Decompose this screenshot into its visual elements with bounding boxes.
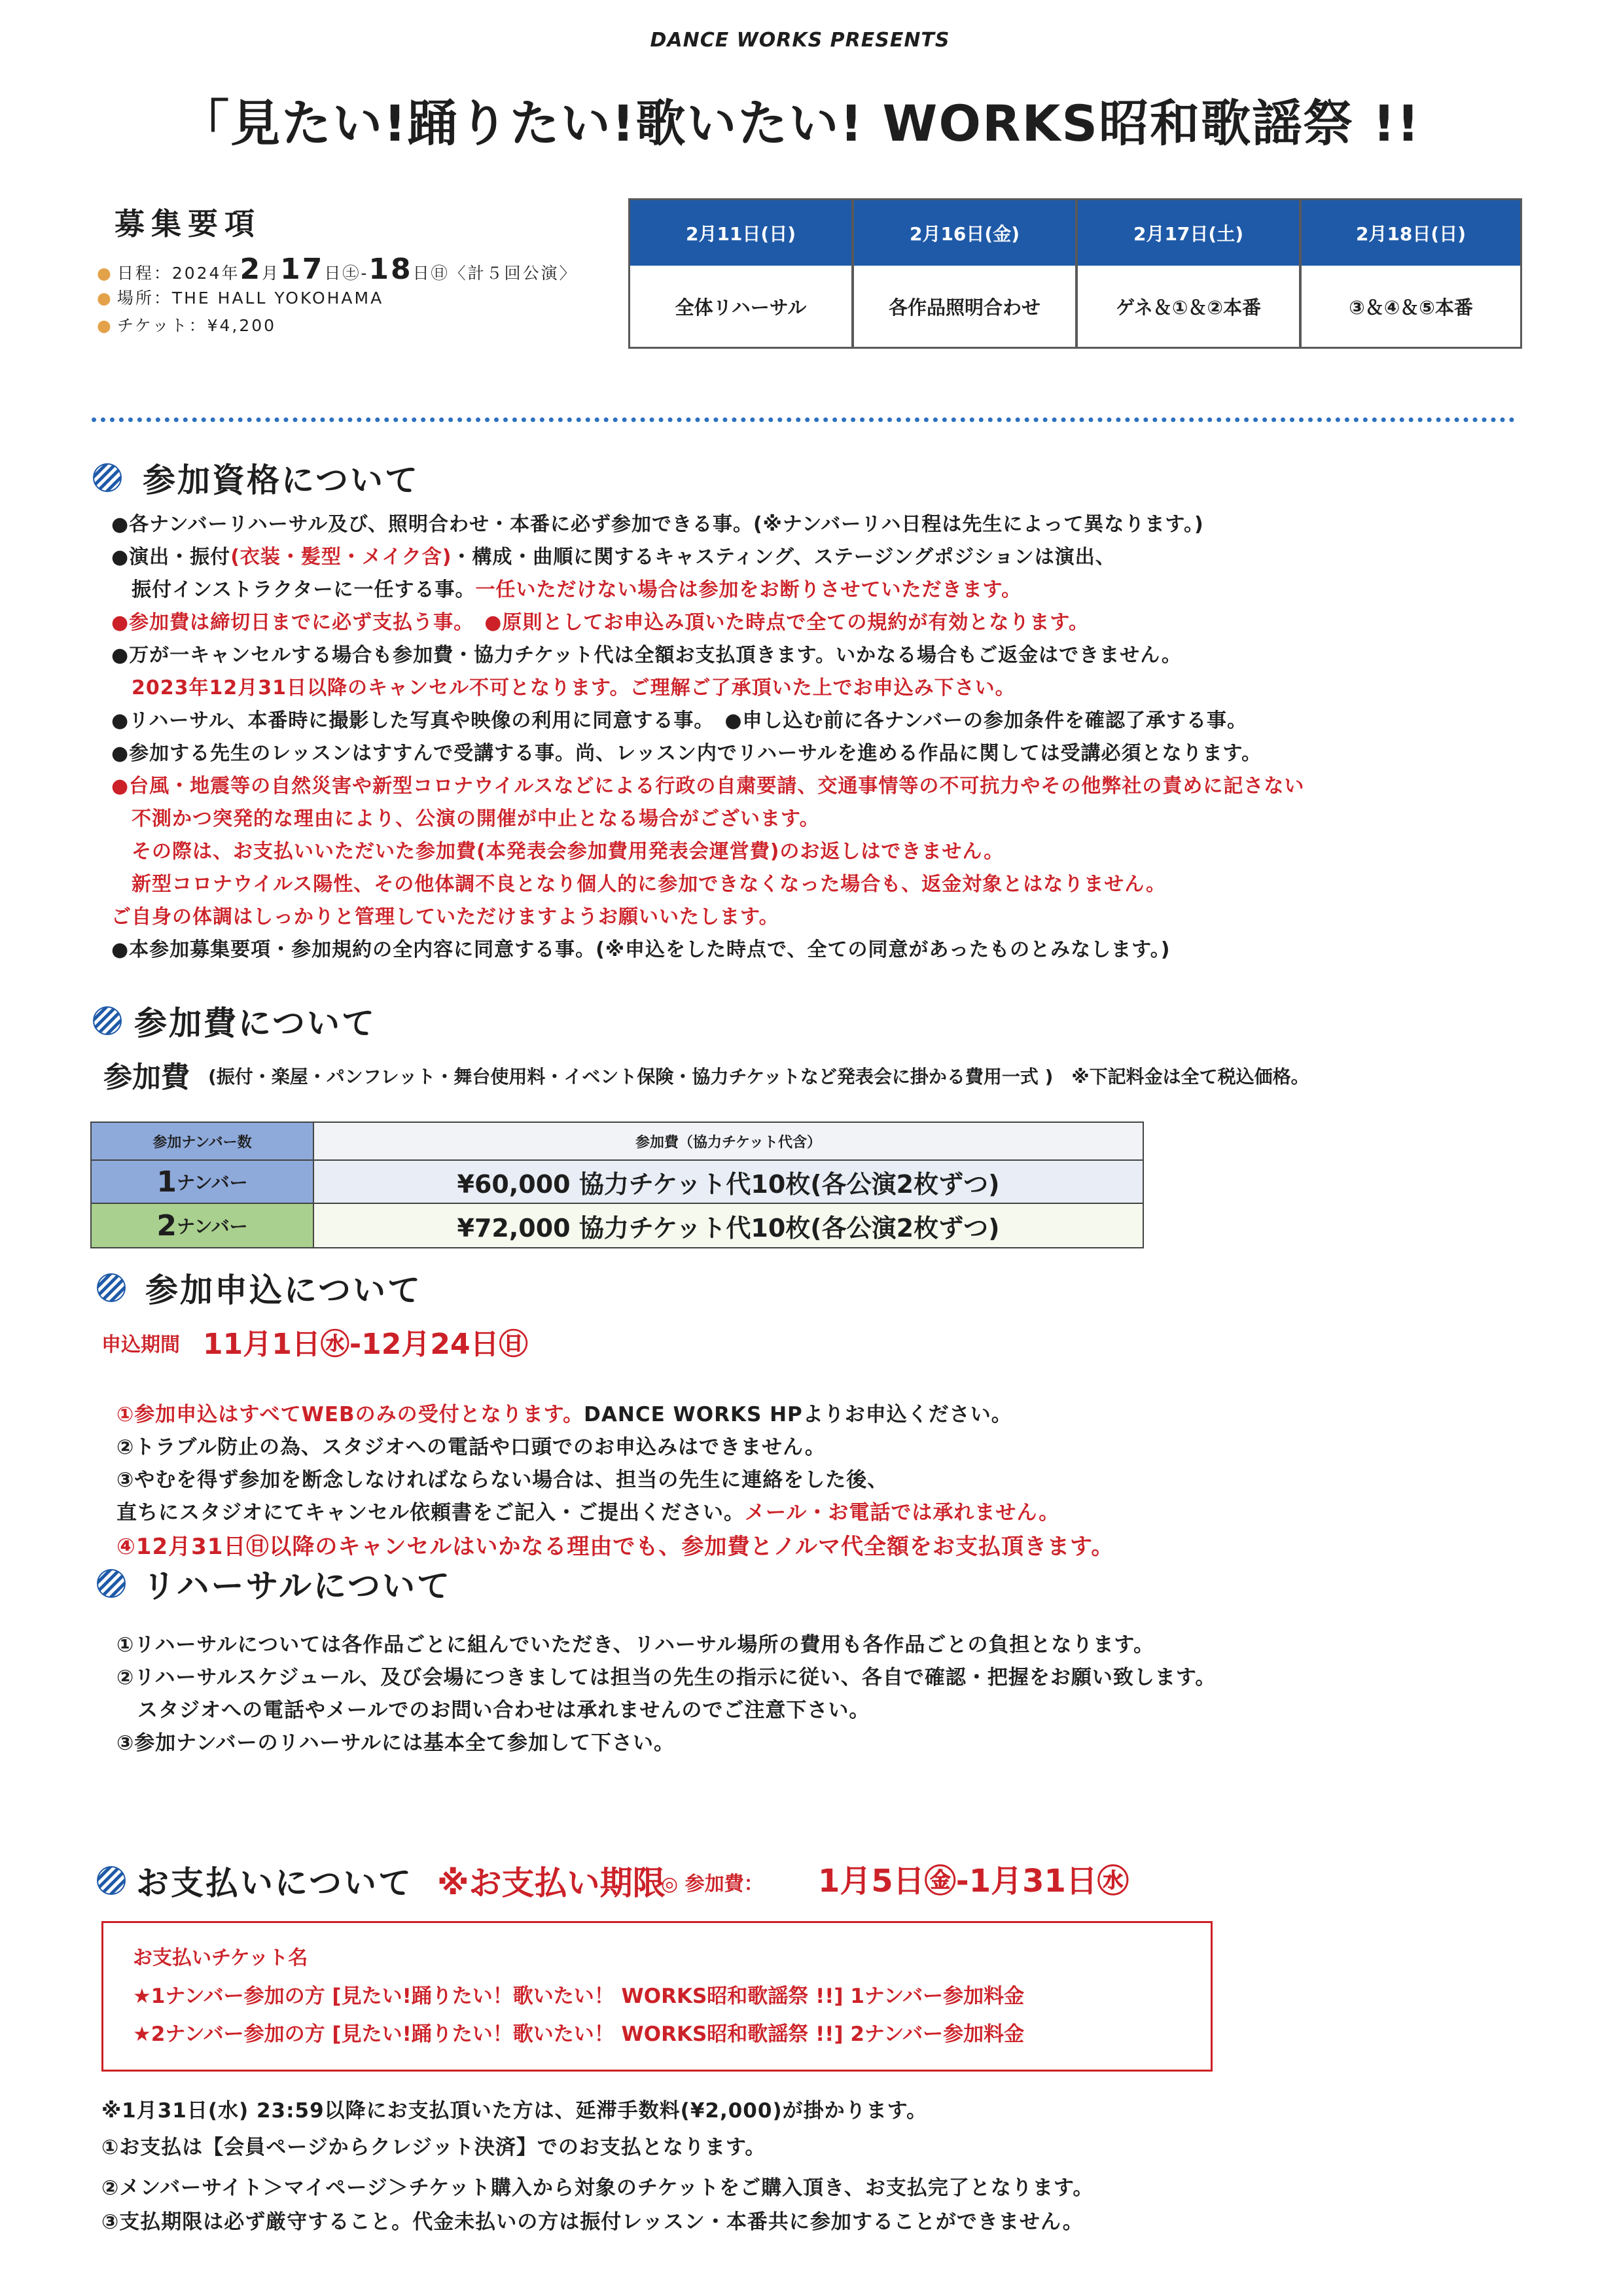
fee-row-price: ¥72,000 協力チケット代10枚(各公演2枚ずつ) [314, 1204, 1143, 1247]
payment-box-line: ★1ナンバー参加の方 [見たい!踊りたい！歌いたい！ WORKS昭和歌謡祭 !!] 1ナンバー参加料金 [133, 1985, 1025, 2008]
event-venue: ● 場所：THE HALL YOKOHAMA [97, 289, 384, 308]
fee-table [90, 1122, 1144, 1248]
payment-title: お支払いについて [136, 1864, 413, 1902]
payment-line: ②メンバーサイト＞マイページ＞チケット購入から対象のチケットをご購入頂き、お支払完了となります。 [101, 2176, 1094, 2200]
qualification-title: 参加資格について [143, 461, 419, 499]
rehearsal-line: ①リハーサルについては各作品ごとに組んでいただき、リハーサル場所の費用も各作品ごとの負担となります。 [116, 1633, 1154, 1657]
section-stripe-icon [97, 1569, 126, 1598]
fee-label: 参加費 [103, 1061, 190, 1094]
apply-title: 参加申込について [145, 1271, 422, 1309]
qualification-line: 振付インストラクターに一任する事。一任いただけない場合は参加をお断りさせていただきます。 [111, 578, 1022, 601]
bullet-icon: ● [97, 316, 113, 335]
qualification-line: 2023年12月31日以降のキャンセル不可となります。ご理解ご了承頂いた上でお申込み下さい。 [111, 677, 1016, 699]
payment-line: ③支払期限は必ず厳守すること。代金未払いの方は振付レッスン・本番共に参加することができません。 [101, 2210, 1084, 2234]
fee-title: 参加費について [134, 1004, 376, 1042]
payment-deadline-label: ※お支払い期限 [437, 1864, 666, 1902]
fee-col-header: 参加費（協力チケット代含） [314, 1123, 1143, 1161]
fee-row-number: 1 ナンバー [92, 1161, 314, 1204]
fee-description: (振付・楽屋・パンフレット・舞台使用料・イベント保険・協力チケットなど発表会に掛かる費用一式 ) ※下記料金は全て税込価格。 [208, 1066, 1309, 1087]
event-ticket: ● チケット：¥4,200 [97, 316, 277, 335]
apply-period: 11月1日㊌-12月24日㊐ [203, 1328, 528, 1361]
schedule-date: 2月11日(日) [630, 200, 851, 266]
schedule-col [630, 200, 851, 347]
qualification-line: 新型コロナウイルス陽性、その他体調不良となり個人的に参加できなくなった場合も、返金対象とはなりません。 [111, 873, 1166, 896]
schedule-event: 各作品照明合わせ [888, 296, 1040, 319]
qualification-line: ●参加費は締切日までに必ず支払う事。 ●原則としてお申込み頂いた時点で全ての規約が有効となります。 [111, 611, 1089, 634]
apply-line: 直ちにスタジオにてキャンセル依頼書をご記入・ご提出ください。メール・お電話では承れません。 [116, 1501, 1060, 1525]
payment-deadline-sub: ◎ 参加費： [661, 1873, 764, 1896]
qualification-line: 不測かつ突発的な理由により、公演の開催が中止となる場合がございます。 [111, 807, 820, 830]
page-title: 「見たい!踊りたい!歌いたい! WORKS昭和歌謡祭 !! [179, 94, 1421, 152]
schedule-event: ③＆④＆⑤本番 [1349, 296, 1473, 319]
qualification-line: ●リハーサル、本番時に撮影した写真や映像の利用に同意する事。 ●申し込む前に各ナンバーの参加条件を確認了承する事。 [111, 709, 1247, 732]
qualification-line: ●各ナンバーリハーサル及び、照明合わせ・本番に必ず参加できる事。(※ナンバーリハ日程は先生によって異なります。) [111, 513, 1204, 536]
section-stripe-icon [97, 1273, 126, 1302]
presents-label: DANCE WORKS PRESENTS [650, 29, 950, 52]
payment-box-line: ★2ナンバー参加の方 [見たい!踊りたい！歌いたい！ WORKS昭和歌謡祭 !!] 2ナンバー参加料金 [133, 2022, 1025, 2046]
payment-line: ※1月31日(水) 23:59以降にお支払頂いた方は、延滞手数料(¥2,000)が掛かります。 [101, 2099, 928, 2123]
schedule-table [628, 198, 1522, 349]
schedule-event: 全体リハーサル [675, 296, 807, 319]
rehearsal-title: リハーサルについて [143, 1567, 452, 1605]
fee-col-header: 参加ナンバー数 [92, 1123, 314, 1161]
payment-ticket-box [101, 1921, 1213, 2072]
schedule-col [1302, 200, 1520, 347]
payment-line: ①お支払は【会員ページからクレジット決済】でのお支払となります。 [101, 2136, 766, 2159]
qualification-line: ●台風・地震等の自然災害や新型コロナウイルスなどによる行政の自粛要請、交通事情等の不可抗力やその他弊社の責めに記さない [111, 775, 1305, 798]
rehearsal-line: ③参加ナンバーのリハーサルには基本全て参加して下さい。 [116, 1731, 675, 1755]
schedule-date: 2月16日(金) [854, 200, 1075, 266]
schedule-col [1078, 200, 1299, 347]
qualification-line: ●本参加募集要項・参加規約の全内容に同意する事。(※申込をした時点で、全ての同意があったものとみなします。) [111, 938, 1171, 961]
payment-deadline: 1月5日㊎-1月31日㊌ [818, 1863, 1129, 1899]
apply-line: ②トラブル防止の為、スタジオへの電話や口頭でのお申込みはできません。 [116, 1436, 826, 1459]
schedule-col [854, 200, 1075, 347]
section-stripe-icon [93, 1006, 122, 1035]
rehearsal-line: スタジオへの電話やメールでのお問い合わせは承れませんのでご注意下さい。 [116, 1699, 870, 1722]
section-stripe-icon [97, 1866, 126, 1895]
qualification-line: ●参加する先生のレッスンはすすんで受講する事。尚、レッスン内でリハーサルを進める作品に関しては受講必須となります。 [111, 742, 1262, 765]
event-date: ● 日程：2024年2月17日㊏-18日㊐〈計５回公演〉 [97, 253, 578, 286]
qualification-line: ご自身の体調はしっかりと管理していただけますようお願いいたします。 [111, 906, 779, 928]
fee-row-number: 2 ナンバー [92, 1204, 314, 1247]
fee-row-price: ¥60,000 協力チケット代10枚(各公演2枚ずつ) [314, 1161, 1143, 1204]
rehearsal-line: ②リハーサルスケジュール、及び会場につきましては担当の先生の指示に従い、各自で確認・把握をお願い致します。 [116, 1666, 1217, 1689]
schedule-date: 2月17日(土) [1078, 200, 1299, 266]
bullet-icon: ● [97, 289, 113, 308]
qualification-line: ●万が一キャンセルする場合も参加費・協力チケット代は全額お支払頂きます。いかなる場合もご返金はできません。 [111, 644, 1182, 667]
apply-line: ④12月31日㊐以降のキャンセルはいかなる理由でも、参加費とノルマ代全額をお支払頂きます。 [116, 1534, 1114, 1560]
payment-box-title: お支払いチケット名 [133, 1947, 308, 1969]
bullet-icon: ● [97, 264, 113, 283]
apply-line: ①参加申込はすべてWEBのみの受付となります。DANCE WORKS HPよりお申込ください。 [116, 1403, 1012, 1426]
apply-line: ③やむを得ず参加を断念しなければならない場合は、担当の先生に連絡をした後、 [116, 1468, 889, 1492]
recruit-heading: 募集要項 [115, 206, 261, 241]
schedule-date: 2月18日(日) [1302, 200, 1520, 266]
schedule-event: ゲネ＆①＆②本番 [1116, 296, 1261, 319]
section-stripe-icon [93, 463, 122, 492]
qualification-line: ●演出・振付(衣装・髪型・メイク含)・構成・曲順に関するキャスティング、ステージングポジションは演出、 [111, 546, 1116, 569]
dotted-divider [92, 417, 1515, 422]
qualification-line: その際は、お支払いいただいた参加費(本発表会参加費用発表会運営費)のお返しはできません。 [111, 840, 1004, 863]
apply-period-label: 申込期間 [101, 1333, 180, 1356]
